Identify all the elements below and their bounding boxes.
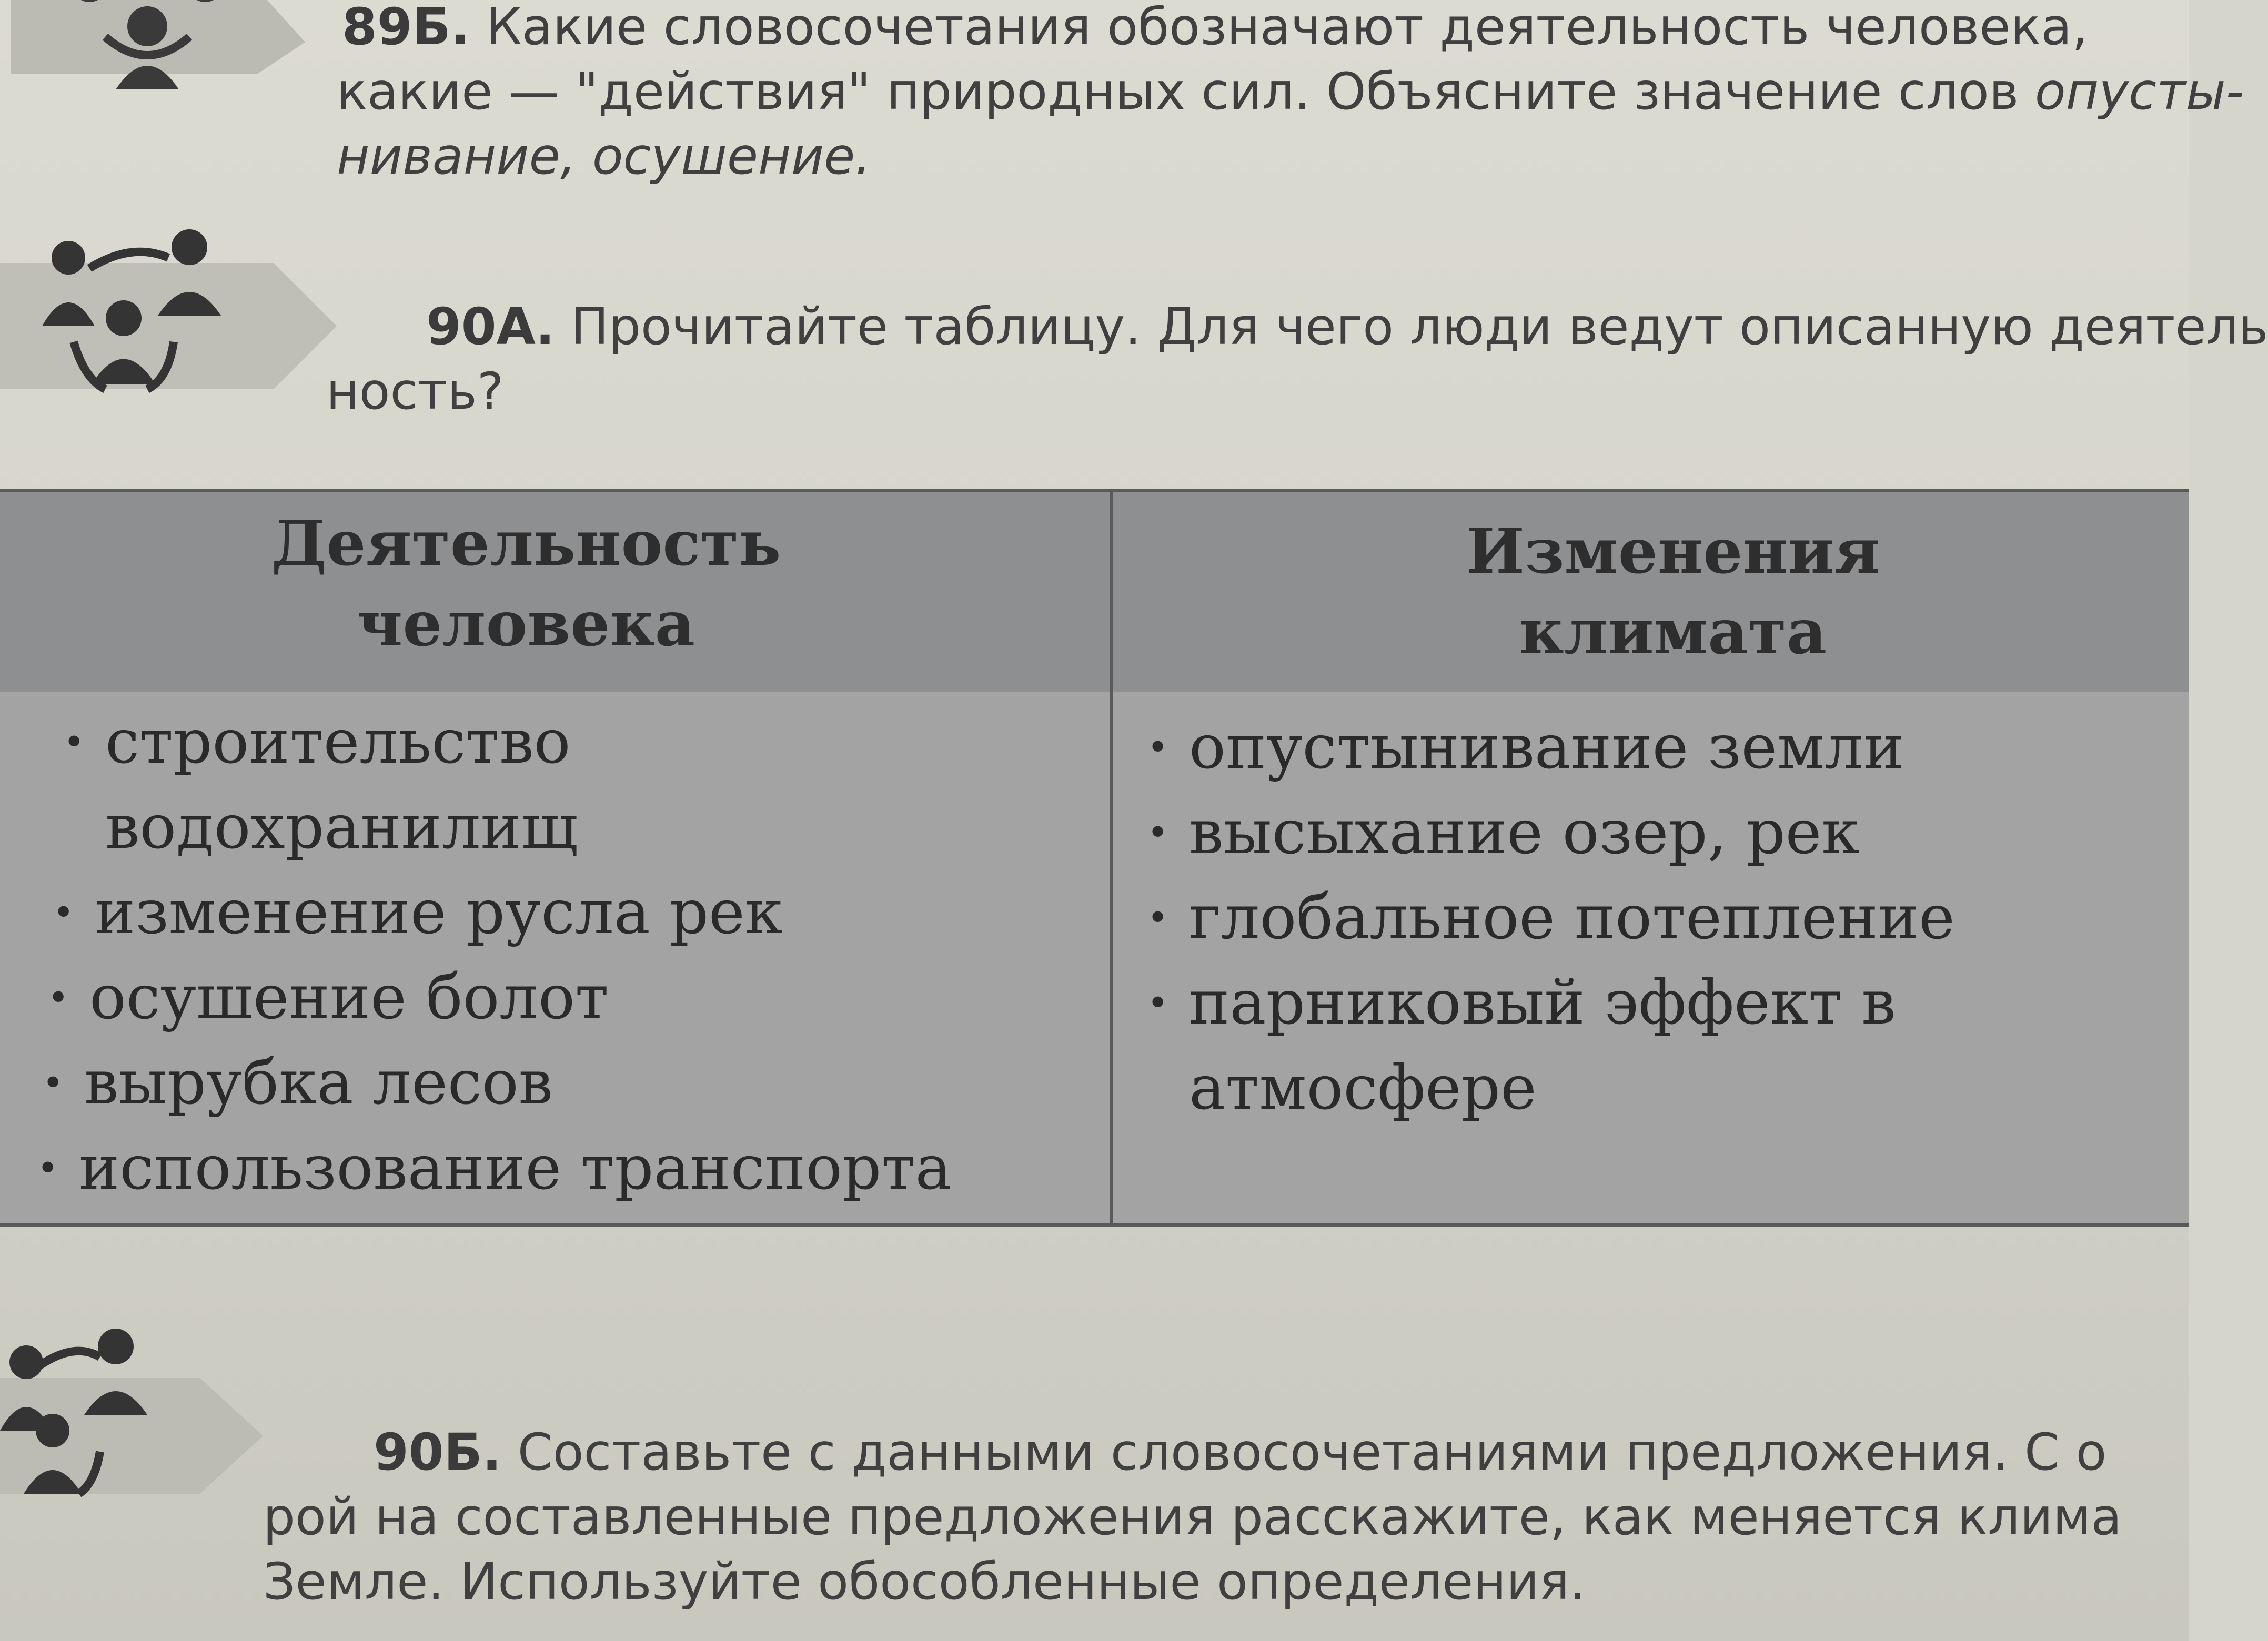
- exercise-90a: [326, 295, 2268, 424]
- list-item: • глобальное потепление: [1147, 875, 1955, 960]
- exercise-italic: нивание, осушение.: [337, 126, 871, 186]
- group-work-icon: [11, 0, 326, 105]
- exercise-text: Прочитайте таблицу. Для чего люди ведут описанную деятель: [570, 297, 2268, 356]
- list-item-text: атмосфере: [1189, 1052, 1537, 1123]
- exercise-text: ность?: [326, 361, 504, 421]
- column-divider: [1110, 489, 1113, 1225]
- exercise-text: какие — "действия" природных сил. Объясните значение слов: [337, 62, 2019, 121]
- header-text: климата: [1519, 595, 1827, 668]
- list-item: • изменение русла рек: [53, 870, 952, 955]
- exercise-text: Земле. Используйте обособленные определения.: [263, 1552, 1586, 1611]
- group-work-icon: [0, 1325, 295, 1515]
- group-work-icon: [0, 221, 358, 410]
- list-item: • вырубка лесов: [42, 1040, 952, 1126]
- exercise-italic: опусты-: [2034, 62, 2244, 121]
- list-item-continuation: [1147, 1046, 1955, 1131]
- exercise-text: Составьте с данными словосочетаниями предложения. С о: [517, 1423, 2107, 1482]
- table-header-human-activity: [0, 503, 1052, 664]
- exercise-text: рой на составленные предложения расскажите, как меняется клима: [263, 1487, 2122, 1546]
- climate-change-list: [1147, 705, 1955, 1131]
- list-item: • осушение болот: [47, 955, 952, 1040]
- table-header-climate-change: [1115, 511, 2231, 672]
- header-text: человека: [357, 587, 695, 661]
- list-item: • опустынивание земли: [1147, 705, 1955, 790]
- list-item-continuation: [63, 785, 952, 870]
- exercise-90b: [263, 1420, 2122, 1614]
- list-item-text: водохранилищ: [105, 792, 578, 863]
- exercise-number: 89Б.: [342, 0, 470, 56]
- list-item: • использование транспорта: [37, 1126, 952, 1211]
- human-activity-list: [63, 700, 952, 1211]
- list-item: • парниковый эффект в: [1147, 960, 1955, 1046]
- exercise-text: Какие словосочетания обозначают деятельность человека,: [486, 0, 2088, 56]
- header-text: Изменения: [1466, 514, 1880, 587]
- exercise-number: 90Б.: [374, 1423, 502, 1482]
- exercise-89b: [337, 0, 2244, 189]
- list-item: • высыхание озер, рек: [1147, 790, 1955, 875]
- list-item: • строительство: [63, 700, 952, 785]
- table-header: [0, 489, 2189, 695]
- header-text: Деятельность: [271, 507, 781, 580]
- exercise-number: 90А.: [426, 297, 555, 356]
